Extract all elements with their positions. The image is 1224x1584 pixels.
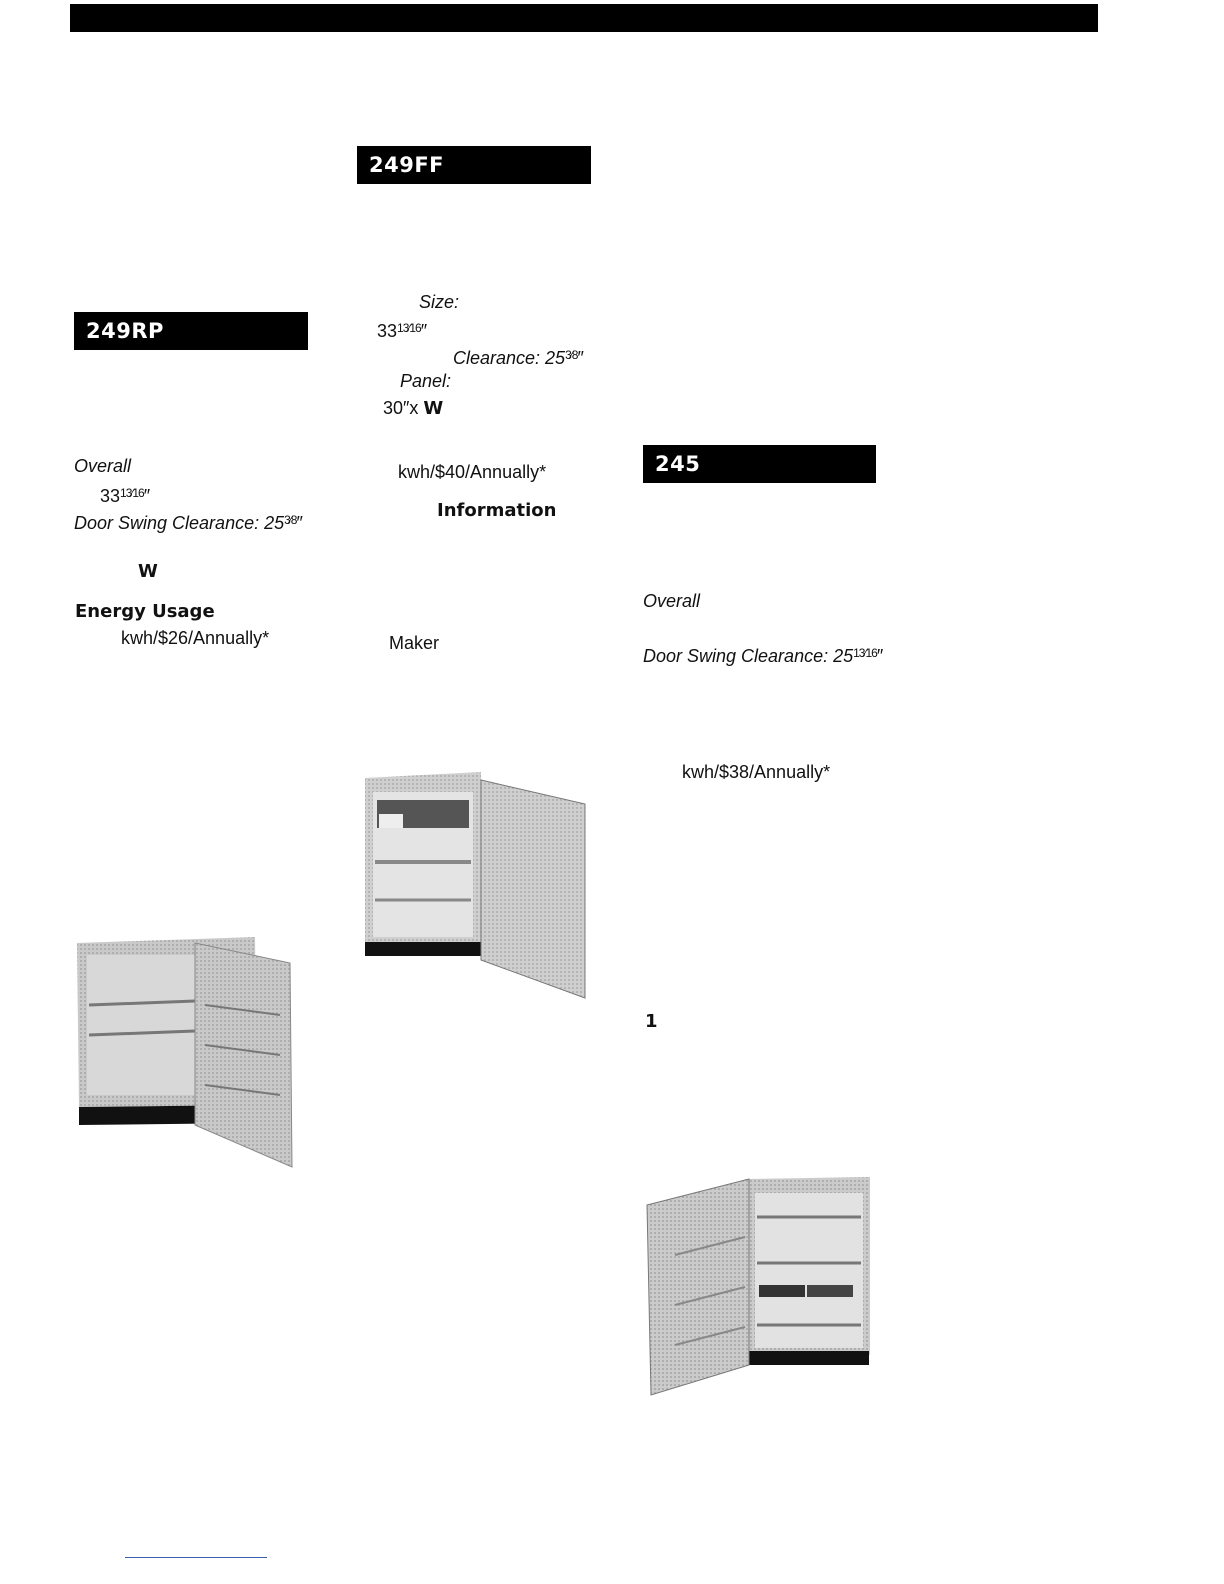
information-heading: Information — [437, 500, 557, 521]
energy-usage-value: kwh/$38/Annually* — [682, 762, 831, 782]
model-header-245: 245 — [643, 445, 876, 483]
top-header-bar — [70, 4, 1098, 32]
model-header-249rp: 249RP — [74, 312, 308, 350]
refrigerator-photo-245 — [645, 1175, 873, 1400]
overall-label: Overall — [74, 456, 132, 476]
list-marker: 1 — [645, 1011, 658, 1032]
energy-usage-value: kwh/$26/Annually* — [121, 628, 270, 648]
overall-label: Overall — [643, 591, 701, 611]
door-swing-clearance: Clearance: $25^{3⁄8}''$ — [453, 348, 584, 368]
panel-size: 30″x W — [383, 398, 444, 419]
refrigerator-photo-249rp — [75, 935, 295, 1170]
energy-usage-heading: Energy Usage — [75, 601, 215, 622]
overall-height: $33^{13⁄16}''$ — [377, 321, 428, 341]
panel-label: Panel: — [400, 371, 452, 391]
refrigerator-photo-249ff — [363, 770, 588, 1000]
door-swing-clearance: Door Swing Clearance: $25^{3⁄8}''$ — [74, 513, 303, 533]
width-label: W — [138, 561, 158, 582]
energy-usage-value: kwh/$40/Annually* — [398, 462, 547, 482]
overall-height: $33^{13⁄16}''$ — [100, 486, 151, 506]
model-header-249ff: 249FF — [357, 146, 591, 184]
footer-rule — [125, 1557, 267, 1558]
maker-label: Maker — [389, 633, 440, 653]
size-label: Size: — [419, 292, 460, 312]
door-swing-clearance: Door Swing Clearance: $25^{13⁄16}''$ — [643, 646, 884, 666]
